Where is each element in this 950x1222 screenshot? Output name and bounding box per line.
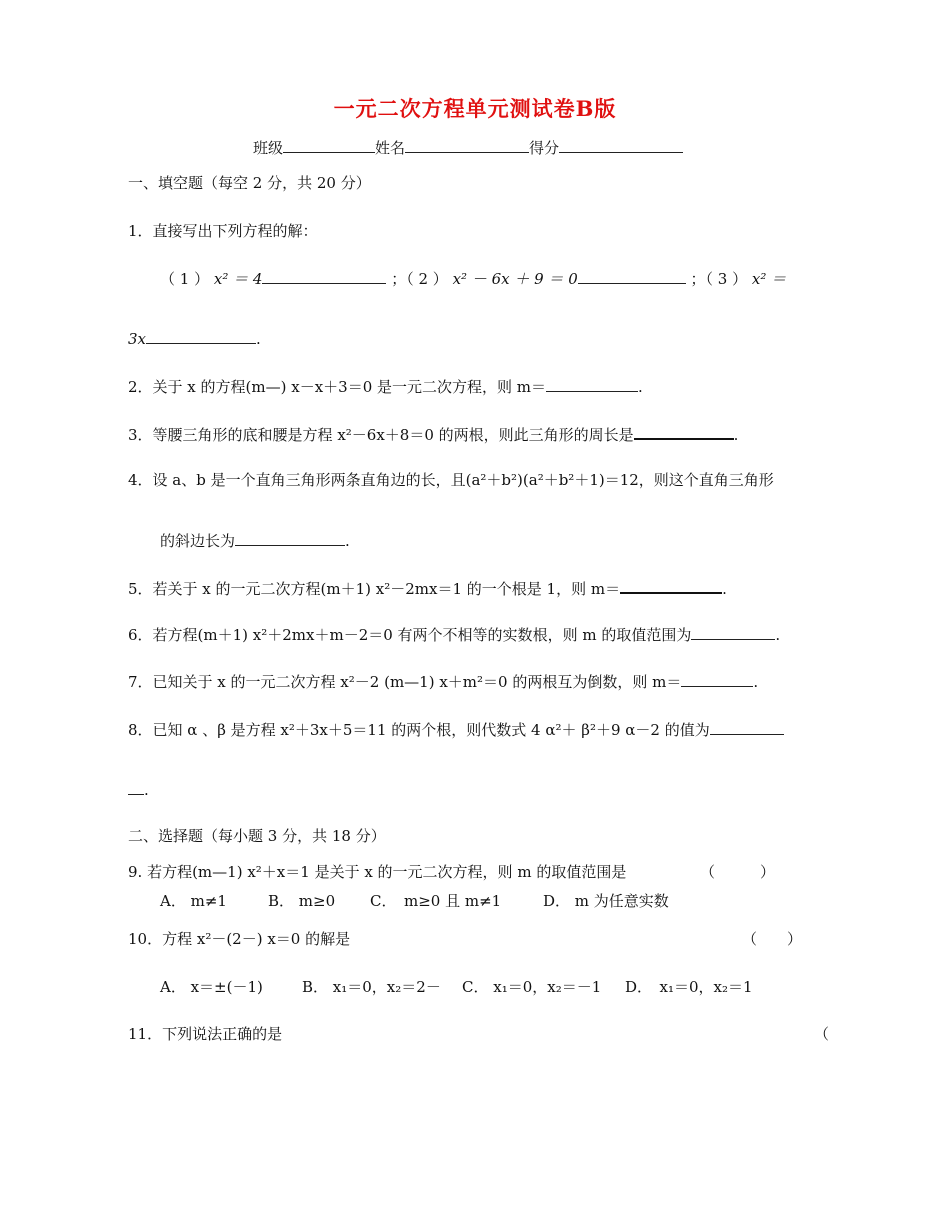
q2-blank[interactable] (546, 376, 638, 392)
q7-blank[interactable] (681, 671, 753, 687)
q6-period: . (775, 626, 781, 644)
class-label: 班级 (253, 139, 284, 157)
section2-heading: 二、选择题（每小题 3 分，共 18 分） (128, 827, 386, 845)
q8-continuation (128, 779, 149, 800)
q1-part1-label: （ 1 ） (160, 270, 214, 288)
q2 (128, 376, 643, 397)
q8-blank-cont[interactable] (128, 779, 144, 795)
q4-text: 的斜边长为 (160, 532, 236, 550)
q3 (128, 423, 738, 445)
q9-option-c[interactable]: C． m≥0 且 m≠1 (370, 892, 502, 910)
page-title: 一元二次方程单元测试卷B版 (333, 96, 617, 121)
q3-period: . (733, 426, 739, 444)
q5-blank[interactable] (620, 577, 722, 594)
q11-answer-paren[interactable]: （ (814, 1025, 830, 1043)
q9-answer-paren[interactable]: （ ） (700, 863, 776, 881)
q10-option-a[interactable]: A． x＝±(－1) (160, 978, 263, 996)
q5 (128, 577, 727, 599)
q9-option-d[interactable]: D． m 为任意实数 (543, 892, 669, 910)
q4-line2 (160, 530, 350, 551)
q1-eq3: x² ＝ (751, 270, 787, 288)
q2-period: . (638, 378, 643, 396)
q1-eq2: x² － 6x ＋ 9 ＝ 0 (452, 270, 578, 288)
q7 (128, 671, 758, 692)
q1-blank2[interactable] (578, 268, 686, 284)
q4-line1: 4．设 a、b 是一个直角三角形两条直角边的长，且(a²＋b²)(a²＋b²＋1)＝12，则这个直角三角形 (128, 471, 774, 489)
name-label: 姓名 (375, 139, 406, 157)
q9-text: 9. 若方程(m—1) x²＋x＝1 是关于 x 的一元二次方程，则 m 的取值范围是 (128, 863, 627, 881)
q6-blank[interactable] (691, 624, 775, 640)
q1-eq1: x² ＝ 4 (213, 270, 263, 288)
q1-part2-label: ；（ 2 ） (391, 270, 453, 288)
name-blank[interactable] (405, 137, 529, 153)
q4-period: . (345, 532, 350, 550)
q8-text: 8．已知 α 、β 是方程 x²＋3x＋5＝11 的两个根，则代数式 4 α²＋ β²＋9 α－2 的值为 (128, 721, 710, 739)
q1-blank3[interactable] (146, 328, 256, 344)
q3-text: 3．等腰三角形的底和腰是方程 x²－6x＋8＝0 的两根，则此三角形的周长是 (128, 426, 634, 444)
q10-option-d[interactable]: D． x₁＝0，x₂＝1 (625, 978, 753, 996)
q6-text: 6．若方程(m＋1) x²＋2mx＋m－2＝0 有两个不相等的实数根，则 m 的取值范围为 (128, 626, 692, 644)
q5-period: . (722, 580, 727, 598)
q1-part3-label: ；（ 3 ） (690, 270, 752, 288)
q10-text: 10．方程 x²－(2－) x＝0 的解是 (128, 930, 351, 948)
q4-blank[interactable] (235, 530, 345, 546)
score-blank[interactable] (559, 137, 683, 153)
q9-option-b[interactable]: B． m≥0 (268, 892, 336, 910)
q1-blank1[interactable] (262, 268, 386, 284)
q9-option-a[interactable]: A． m≠1 (160, 892, 227, 910)
q1-parts (160, 268, 786, 289)
q10-option-c[interactable]: C． x₁＝0，x₂＝－1 (462, 978, 602, 996)
q7-text: 7．已知关于 x 的一元二次方程 x²－2 (m—1) x＋m²＝0 的两根互为倒数，则 m＝ (128, 673, 682, 691)
header-fields (253, 137, 683, 158)
q8-blank[interactable] (710, 719, 784, 735)
q5-text: 5．若关于 x 的一元二次方程(m＋1) x²－2mx＝1 的一个根是 1，则 m＝ (128, 580, 621, 598)
q11-text: 11．下列说法正确的是 (128, 1025, 283, 1043)
q1-eq3-cont: 3x (128, 330, 147, 348)
section1-heading: 一、填空题（每空 2 分，共 20 分） (128, 174, 371, 192)
q8 (128, 719, 784, 740)
q10-option-b[interactable]: B． x₁＝0，x₂＝2－ (302, 978, 441, 996)
q1-continuation (128, 328, 261, 349)
q10-answer-paren[interactable]: （ ） (742, 930, 803, 948)
q8-period: . (144, 781, 149, 799)
class-blank[interactable] (283, 137, 375, 153)
q1-text: 1．直接写出下列方程的解： (128, 222, 318, 240)
q2-text: 2．关于 x 的方程(m—) x－x＋3＝0 是一元二次方程，则 m＝ (128, 378, 547, 396)
q6 (128, 624, 780, 645)
q7-period: . (753, 673, 759, 691)
score-label: 得分 (529, 139, 560, 157)
q3-blank[interactable] (634, 423, 734, 440)
q1-period: . (256, 330, 261, 348)
